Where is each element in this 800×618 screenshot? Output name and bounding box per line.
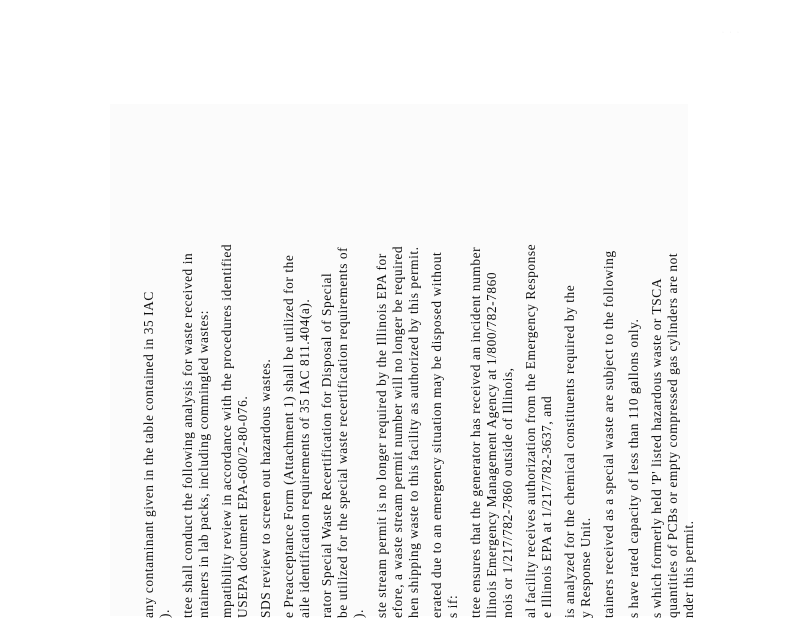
- text-line: nder this permit.: [681, 520, 696, 618]
- text-line: ).: [157, 609, 172, 618]
- text-line: ste stream permit is no longer required by the Illinois EPA for: [374, 253, 389, 618]
- faint-footer-mark: · · ·: [722, 30, 741, 36]
- text-line: SDS review to screen out hazardous wastes.: [258, 358, 273, 618]
- text-line: nois or 1/217/782-7860 outside of Illinois,: [500, 367, 515, 618]
- text-line: ntainers in lab packs, including commingled wastes:: [196, 309, 211, 618]
- text-line: efore, a waste stream permit number will no longer be required: [390, 245, 405, 618]
- text-line: s which formerly held 'P' listed hazardous waste or TSCA: [649, 278, 664, 618]
- text-line: s have rated capacity of less than 110 gallons only.: [626, 318, 641, 618]
- text-line: s if:: [445, 594, 460, 618]
- text-line: is analyzed for the chemical constituents required by the: [562, 284, 577, 618]
- text-line: y Response Unit.: [578, 517, 593, 618]
- text-line: quantities of PCBs or empty compressed gas cylinders are not: [665, 252, 680, 618]
- text-line: ttee shall conduct the following analysis for waste received in: [180, 252, 195, 618]
- text-line: e Illinois EPA at 1/217/782-3637, and: [539, 395, 554, 618]
- text-line: ttee ensures that the generator has received an incident number: [468, 246, 483, 618]
- text-line: aile identification requirements of 35 IAC 811.404(a).: [297, 298, 312, 618]
- rotated-document-text: [135, 98, 695, 618]
- text-line: ).: [351, 609, 366, 618]
- text-line: be utilized for the special waste recertification requirements of: [335, 246, 350, 618]
- text-line: hen shipping waste to this facility as authorized by this permit.: [406, 246, 421, 618]
- text-line: al facility receives authorization from the Emergency Response: [523, 243, 538, 618]
- text-line: tainers received as a special waste are subject to the following: [601, 250, 616, 618]
- text-line: mpatibility review in accordance with the procedures identified: [219, 243, 234, 618]
- text-line: erated due to an emergency situation may be disposed without: [429, 251, 444, 618]
- text-line: e Preacceptance Form (Attachment 1) shall be utilized for the: [281, 254, 296, 618]
- text-line: rator Special Waste Recertification for Disposal of Special: [319, 272, 334, 618]
- text-line: USEPA document EPA-600/2-80-076.: [235, 395, 250, 618]
- text-line: llinois Emergency Management Agency at 1/800/782-7860: [484, 271, 499, 618]
- text-line: any contaminant given in the table contained in 35 IAC: [141, 291, 156, 618]
